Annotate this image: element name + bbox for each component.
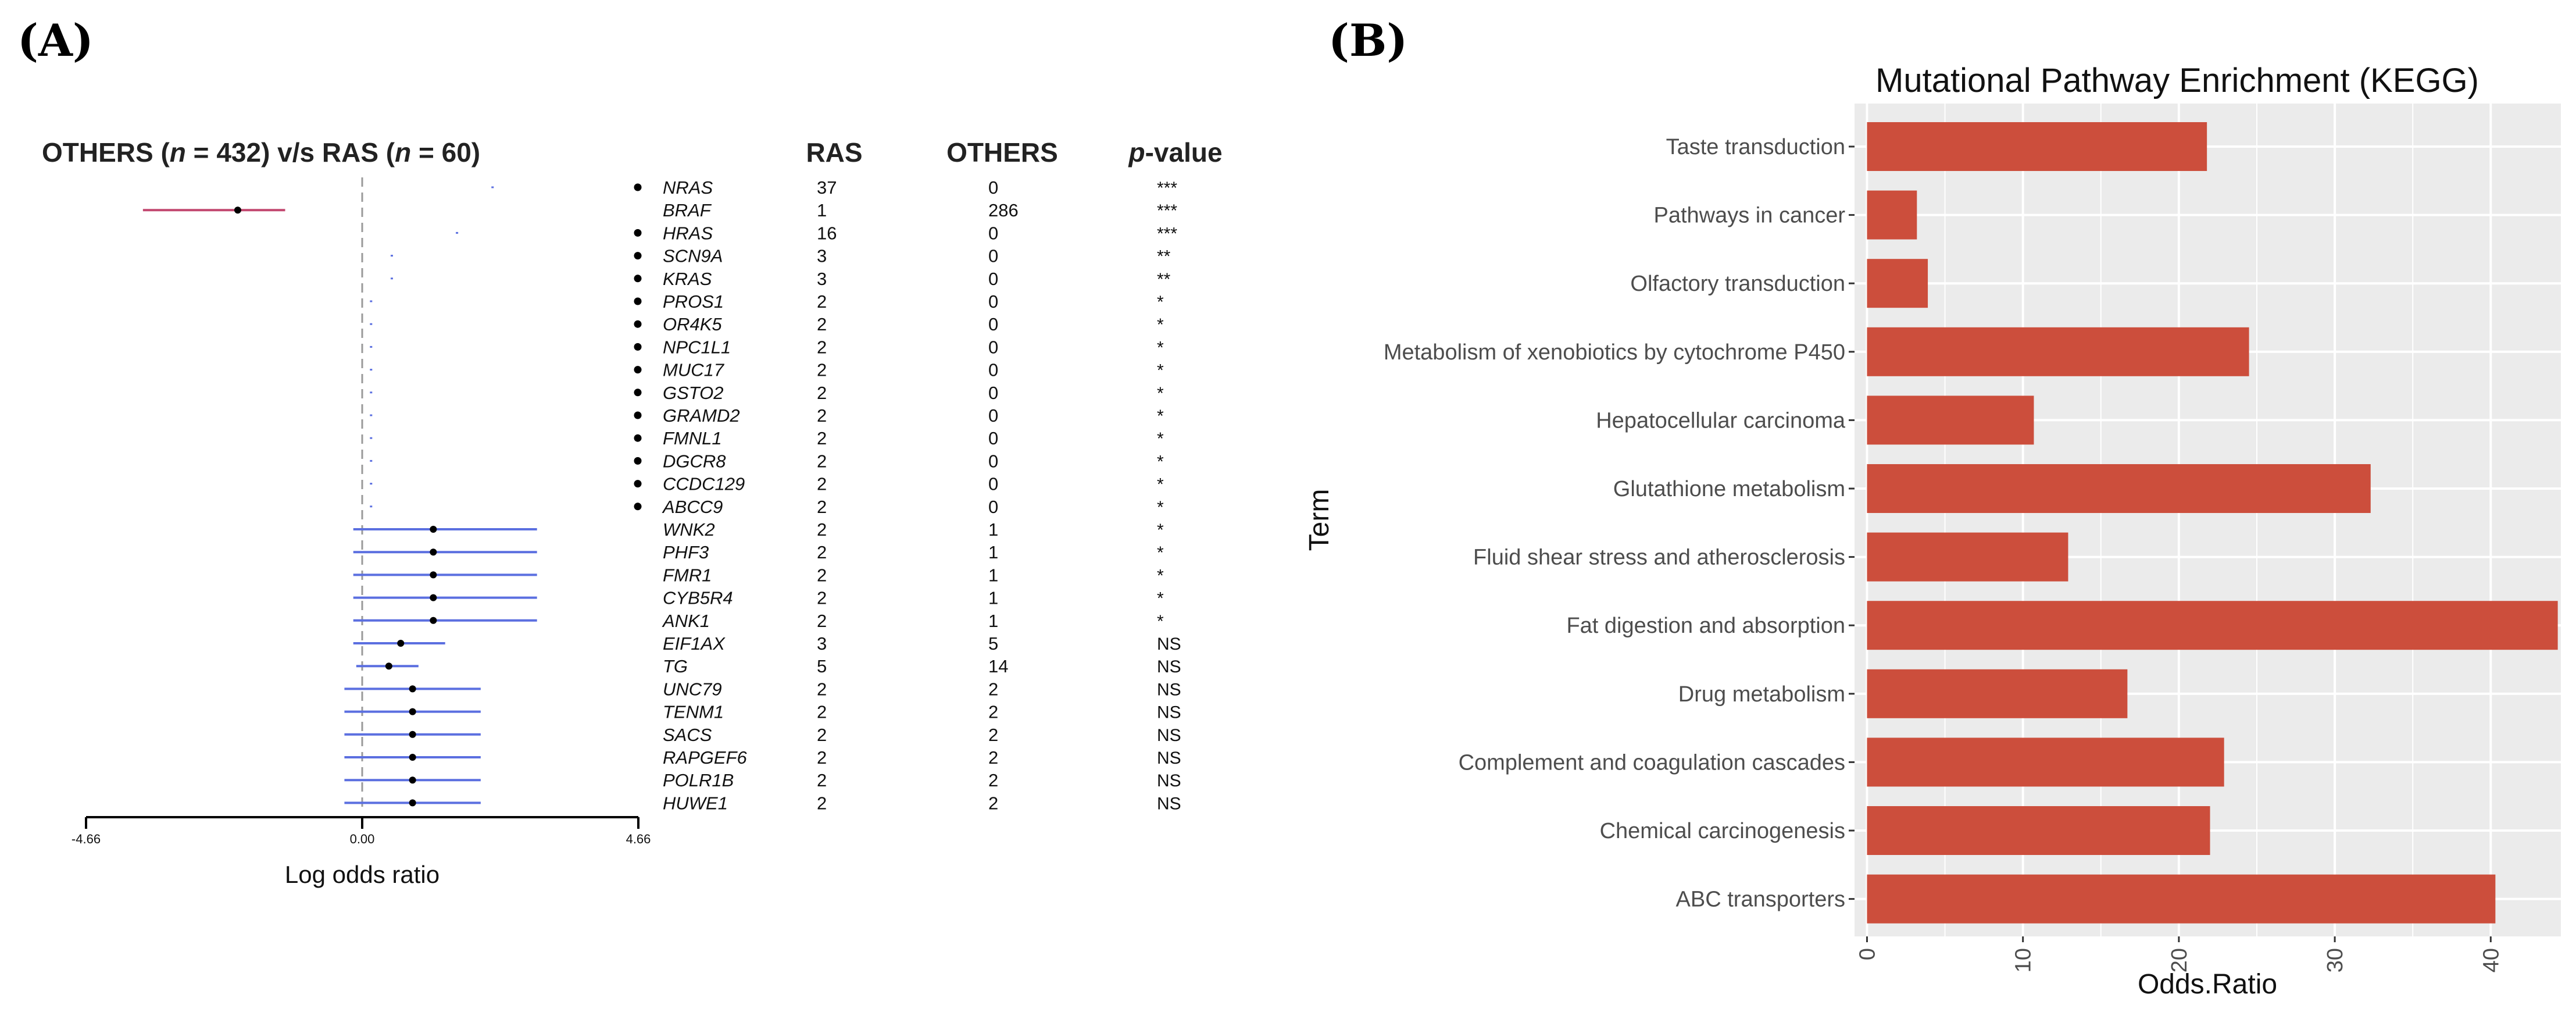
others-count: 2 — [988, 770, 999, 791]
forest-x-tick-label: -4.66 — [71, 832, 101, 846]
forest-rows — [143, 177, 1181, 813]
gene-label: FMNL1 — [663, 428, 722, 449]
row-bullet — [634, 412, 642, 419]
ras-count: 37 — [817, 177, 837, 198]
x-tick-label: 10 — [2011, 948, 2036, 973]
others-count: 286 — [988, 200, 1019, 221]
row-bullet — [634, 503, 642, 510]
x-tick-label: 20 — [2167, 948, 2192, 973]
gene-label: OR4K5 — [663, 314, 722, 335]
others-count: 1 — [988, 587, 999, 608]
estimate-point — [409, 754, 416, 761]
gene-label: MUC17 — [663, 359, 724, 380]
ras-count: 3 — [817, 633, 827, 654]
ras-count: 16 — [817, 223, 837, 244]
forest-x-tick-label: 4.66 — [626, 832, 651, 846]
gene-label: KRAS — [663, 268, 712, 289]
estimate-point — [430, 571, 437, 578]
gene-label: PHF3 — [663, 542, 709, 563]
others-count: 0 — [988, 496, 999, 517]
ras-count: 2 — [817, 405, 827, 426]
bar — [1867, 601, 2557, 650]
gene-label: TG — [663, 656, 688, 677]
others-count: 0 — [988, 428, 999, 449]
bar — [1867, 396, 2034, 444]
others-count: 0 — [988, 268, 999, 289]
row-bullet — [634, 298, 642, 305]
ras-count: 2 — [817, 519, 827, 540]
p-value: * — [1157, 566, 1164, 586]
p-value: NS — [1157, 794, 1181, 814]
ras-count: 2 — [817, 314, 827, 335]
x-tick-label: 0 — [1855, 948, 1880, 961]
ras-count: 2 — [817, 382, 827, 403]
p-value: * — [1157, 497, 1164, 517]
ras-count: 2 — [817, 701, 827, 722]
row-bullet — [634, 320, 642, 328]
panel-b-label: (B) — [1328, 15, 1408, 66]
bar — [1867, 122, 2207, 171]
term-label: Chemical carcinogenesis — [1599, 819, 1845, 843]
gene-label: WNK2 — [663, 519, 715, 540]
term-label: ABC transporters — [1675, 887, 1845, 912]
ras-count: 2 — [817, 610, 827, 631]
ras-count: 2 — [817, 793, 827, 814]
others-count: 14 — [988, 656, 1009, 677]
panel-a-label: (A) — [17, 15, 94, 66]
p-value: * — [1157, 315, 1164, 335]
ras-count: 1 — [817, 200, 827, 221]
estimate-point — [397, 640, 404, 647]
term-label: Fat digestion and absorption — [1566, 614, 1845, 639]
others-count: 1 — [988, 565, 999, 586]
gene-label: NRAS — [663, 177, 713, 198]
row-bullet — [634, 229, 642, 237]
p-value: NS — [1157, 749, 1181, 768]
ras-count: 2 — [817, 428, 827, 449]
p-value: *** — [1157, 201, 1178, 221]
ras-count: 5 — [817, 656, 827, 677]
ras-count: 2 — [817, 337, 827, 358]
p-value: * — [1157, 361, 1164, 380]
ras-count: 2 — [817, 770, 827, 791]
gene-label: ABCC9 — [663, 496, 723, 517]
col-header-ras: RAS — [806, 137, 863, 168]
others-count: 1 — [988, 610, 999, 631]
p-value: NS — [1157, 680, 1181, 700]
others-count: 2 — [988, 701, 999, 722]
p-value: * — [1157, 611, 1164, 631]
p-value: * — [1157, 589, 1164, 608]
gene-label: NPC1L1 — [663, 337, 731, 358]
ras-count: 2 — [817, 542, 827, 563]
row-bullet — [634, 389, 642, 396]
bar — [1867, 191, 1917, 240]
p-value: * — [1157, 338, 1164, 358]
gene-label: FMR1 — [663, 565, 712, 586]
row-bullet — [634, 343, 642, 351]
estimate-point — [430, 526, 437, 533]
others-count: 2 — [988, 724, 999, 745]
x-tick-label: 40 — [2479, 948, 2504, 973]
others-count: 2 — [988, 679, 999, 700]
others-count: 0 — [988, 359, 999, 380]
gene-label: POLR1B — [663, 770, 734, 791]
row-bullet — [634, 366, 642, 373]
gene-label: CYB5R4 — [663, 587, 733, 608]
y-axis-label: Term — [1304, 489, 1335, 551]
estimate-point — [430, 594, 437, 601]
others-count: 1 — [988, 542, 999, 563]
gene-label: ANK1 — [663, 610, 710, 631]
estimate-point — [234, 206, 241, 213]
x-tick-label: 30 — [2323, 948, 2348, 973]
col-header-pvalue: p-value — [1128, 137, 1223, 168]
term-label: Pathways in cancer — [1653, 203, 1845, 228]
others-count: 0 — [988, 473, 999, 494]
gene-label: TENM1 — [663, 701, 724, 722]
bar — [1867, 327, 2249, 376]
gene-label: HUWE1 — [663, 793, 728, 814]
others-count: 1 — [988, 519, 999, 540]
others-count: 2 — [988, 793, 999, 814]
others-count: 0 — [988, 177, 999, 198]
p-value: NS — [1157, 635, 1181, 654]
gene-label: RAPGEF6 — [663, 747, 747, 768]
gene-label: UNC79 — [663, 679, 722, 700]
row-bullet — [634, 434, 642, 442]
p-value: * — [1157, 293, 1164, 312]
y-axis — [1384, 135, 1855, 912]
others-count: 0 — [988, 223, 999, 244]
row-bullet — [634, 184, 642, 191]
others-count: 5 — [988, 633, 999, 654]
estimate-point — [409, 799, 416, 806]
term-label: Taste transduction — [1666, 135, 1845, 159]
estimate-point — [409, 776, 416, 783]
bar — [1867, 875, 2495, 924]
term-label: Glutathione metabolism — [1613, 477, 1845, 501]
bar — [1867, 806, 2210, 855]
ras-count: 3 — [817, 268, 827, 289]
forest-x-axis-label: Log odds ratio — [284, 861, 440, 888]
row-bullet — [634, 457, 642, 465]
ras-count: 2 — [817, 679, 827, 700]
others-count: 0 — [988, 314, 999, 335]
p-value: NS — [1157, 771, 1181, 791]
others-count: 0 — [988, 337, 999, 358]
gene-label: HRAS — [663, 223, 713, 244]
estimate-point — [409, 685, 416, 692]
ras-count: 2 — [817, 451, 827, 472]
term-label: Complement and coagulation cascades — [1458, 750, 1845, 775]
term-label: Drug metabolism — [1678, 682, 1845, 707]
p-value: NS — [1157, 725, 1181, 745]
ras-count: 2 — [817, 587, 827, 608]
ras-count: 2 — [817, 747, 827, 768]
p-value: *** — [1157, 179, 1178, 198]
others-count: 0 — [988, 291, 999, 312]
ras-count: 2 — [817, 724, 827, 745]
x-axis — [1855, 936, 2503, 972]
others-count: 0 — [988, 405, 999, 426]
others-count: 0 — [988, 382, 999, 403]
gene-label: EIF1AX — [663, 633, 725, 654]
p-value: NS — [1157, 703, 1181, 722]
p-value: * — [1157, 521, 1164, 540]
row-bullet — [634, 480, 642, 487]
p-value: * — [1157, 543, 1164, 563]
bar — [1867, 737, 2224, 786]
estimate-point — [430, 548, 437, 555]
gene-label: DGCR8 — [663, 451, 726, 472]
estimate-point — [385, 662, 392, 669]
p-value: ** — [1157, 247, 1171, 266]
p-value: * — [1157, 407, 1164, 426]
bar — [1867, 464, 2370, 513]
others-count: 0 — [988, 451, 999, 472]
others-count: 2 — [988, 747, 999, 768]
ras-count: 3 — [817, 245, 827, 266]
p-value: * — [1157, 452, 1164, 472]
bar-chart-title: Mutational Pathway Enrichment (KEGG) — [1875, 62, 2479, 99]
bar — [1867, 669, 2127, 718]
term-label: Olfactory transduction — [1630, 272, 1845, 297]
bar-panel — [1304, 62, 2561, 1000]
term-label: Fluid shear stress and atherosclerosis — [1473, 545, 1845, 570]
forest-title: OTHERS (n = 432) v/s RAS (n = 60) — [42, 137, 481, 168]
gene-label: SACS — [663, 724, 712, 745]
gene-label: BRAF — [663, 200, 711, 221]
gene-label: GSTO2 — [663, 382, 724, 403]
gene-label: GRAMD2 — [663, 405, 740, 426]
p-value: ** — [1157, 269, 1171, 289]
term-label: Metabolism of xenobiotics by cytochrome P450 — [1383, 340, 1845, 365]
term-label: Hepatocellular carcinoma — [1596, 408, 1845, 433]
ras-count: 2 — [817, 496, 827, 517]
bar — [1867, 259, 1928, 308]
gene-label: CCDC129 — [663, 473, 745, 494]
p-value: * — [1157, 475, 1164, 494]
p-value: * — [1157, 383, 1164, 403]
estimate-point — [409, 708, 416, 715]
others-count: 0 — [988, 245, 999, 266]
estimate-point — [409, 731, 416, 738]
p-value: *** — [1157, 224, 1178, 244]
bar — [1867, 533, 2068, 582]
gene-label: SCN9A — [663, 245, 723, 266]
ras-count: 2 — [817, 359, 827, 380]
gene-label: PROS1 — [663, 291, 724, 312]
ras-count: 2 — [817, 473, 827, 494]
forest-panel — [42, 137, 1223, 888]
col-header-others: OTHERS — [946, 137, 1058, 168]
row-bullet — [634, 275, 642, 282]
ras-count: 2 — [817, 565, 827, 586]
ras-count: 2 — [817, 291, 827, 312]
p-value: * — [1157, 429, 1164, 449]
row-bullet — [634, 252, 642, 259]
x-axis-label: Odds.Ratio — [2137, 969, 2278, 1000]
estimate-point — [430, 617, 437, 624]
forest-x-tick-label: 0.00 — [349, 832, 375, 846]
p-value: NS — [1157, 657, 1181, 677]
